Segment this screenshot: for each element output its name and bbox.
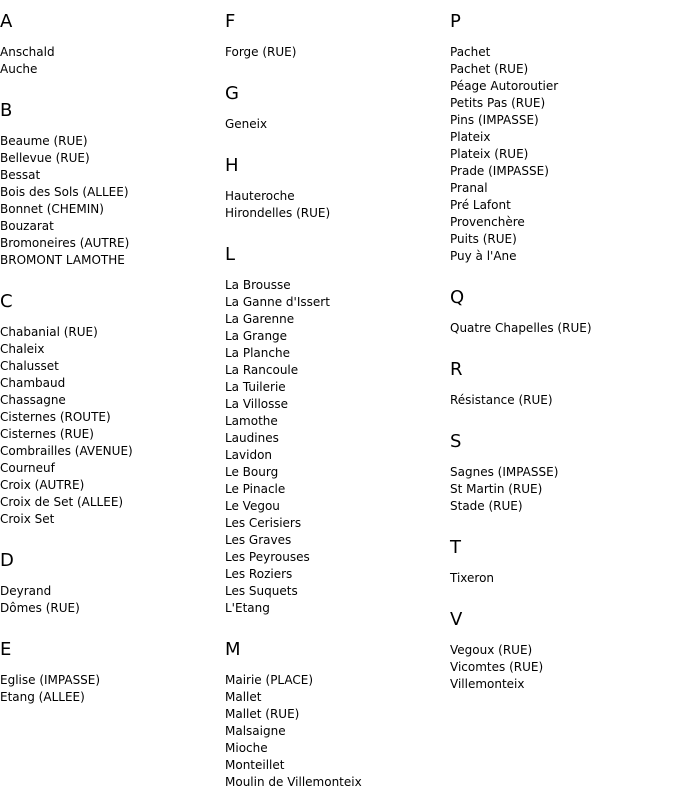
street-link[interactable]: Beaume (RUE) [0, 134, 88, 148]
street-link[interactable]: Eglise (IMPASSE) [0, 673, 101, 687]
letter-group [450, 536, 670, 587]
street-list [0, 672, 220, 706]
street-link[interactable]: Les Roziers [225, 567, 293, 581]
street-link[interactable]: Cisternes (ROUTE) [0, 410, 111, 424]
street-list [0, 44, 220, 78]
street-link[interactable]: Sagnes (IMPASSE) [450, 465, 559, 479]
letter-group [0, 638, 220, 706]
letter-heading: M [225, 639, 241, 660]
street-link[interactable]: Stade (RUE) [450, 499, 523, 513]
street-link[interactable]: Chassagne [0, 393, 66, 407]
letter-heading: E [0, 639, 12, 660]
street-link[interactable]: La Tuilerie [225, 380, 286, 394]
street-link[interactable]: Puy à l'Ane [450, 249, 517, 263]
street-index-column-3 [450, 10, 670, 714]
street-list [0, 133, 220, 269]
street-link[interactable]: Lavidon [225, 448, 273, 462]
street-index-column-2 [225, 10, 445, 812]
street-link[interactable]: Mallet (RUE) [225, 707, 300, 721]
street-link[interactable]: La Grange [225, 329, 288, 343]
street-link[interactable]: Hauteroche [225, 189, 295, 203]
street-link[interactable]: La Ganne d'Issert [225, 295, 330, 309]
letter-heading: H [225, 155, 239, 176]
street-link[interactable]: Croix Set [0, 512, 55, 526]
street-list [225, 672, 445, 791]
letter-group [225, 638, 445, 791]
street-link[interactable]: Etang (ALLEE) [0, 690, 85, 704]
street-link[interactable]: L'Etang [225, 601, 270, 615]
letter-heading: T [450, 537, 461, 558]
street-list [225, 116, 445, 133]
street-link[interactable]: La Rancoule [225, 363, 299, 377]
letter-group [450, 10, 670, 265]
letter-group [0, 99, 220, 269]
letter-group [450, 286, 670, 337]
street-link[interactable]: Deyrand [0, 584, 52, 598]
letter-heading: A [0, 11, 13, 32]
street-link[interactable]: Dômes (RUE) [0, 601, 80, 615]
street-link[interactable]: Laudines [225, 431, 279, 445]
letter-group [0, 10, 220, 78]
street-link[interactable]: La Brousse [225, 278, 291, 292]
street-list [450, 642, 670, 693]
street-link[interactable]: Le Vegou [225, 499, 280, 513]
street-link[interactable]: Plateix [450, 130, 491, 144]
street-link[interactable]: Quatre Chapelles (RUE) [450, 321, 592, 335]
street-link[interactable]: Chabanial (RUE) [0, 325, 98, 339]
street-list [225, 277, 445, 617]
street-link[interactable]: Les Peyrouses [225, 550, 310, 564]
street-link[interactable]: Bois des Sols (ALLEE) [0, 185, 129, 199]
street-link[interactable]: Vicomtes (RUE) [450, 660, 544, 674]
street-link[interactable]: Pins (IMPASSE) [450, 113, 539, 127]
street-link[interactable]: Prade (IMPASSE) [450, 164, 549, 178]
street-link[interactable]: Monteillet [225, 758, 285, 772]
letter-heading: L [225, 244, 236, 265]
letter-heading: Q [450, 287, 465, 308]
letter-group [225, 82, 445, 133]
street-link[interactable]: Chalusset [0, 359, 59, 373]
street-link[interactable]: Courneuf [0, 461, 55, 475]
street-link[interactable]: Pachet [450, 45, 491, 59]
street-link[interactable]: Les Graves [225, 533, 292, 547]
street-link[interactable]: La Garenne [225, 312, 295, 326]
street-link[interactable]: Moulin de Villemonteix [225, 775, 362, 789]
street-link[interactable]: Bouzarat [0, 219, 54, 233]
street-list [0, 324, 220, 528]
street-link[interactable]: Hirondelles (RUE) [225, 206, 331, 220]
street-link[interactable]: Croix (AUTRE) [0, 478, 85, 492]
letter-group [225, 243, 445, 617]
street-link[interactable]: Auche [0, 62, 38, 76]
letter-group [225, 10, 445, 61]
street-link[interactable]: Forge (RUE) [225, 45, 297, 59]
street-link[interactable]: Puits (RUE) [450, 232, 517, 246]
street-link[interactable]: Pranal [450, 181, 488, 195]
street-link[interactable]: Bromoneires (AUTRE) [0, 236, 130, 250]
letter-heading: V [450, 609, 463, 630]
letter-heading: S [450, 431, 462, 452]
street-link[interactable]: BROMONT LAMOTHE [0, 253, 125, 267]
street-link[interactable]: Mioche [225, 741, 268, 755]
street-link[interactable]: Villemonteix [450, 677, 525, 691]
street-link[interactable]: Geneix [225, 117, 268, 131]
street-list [225, 188, 445, 222]
letter-group [450, 358, 670, 409]
street-link[interactable]: Malsaigne [225, 724, 286, 738]
street-link[interactable]: Les Suquets [225, 584, 298, 598]
street-link[interactable]: Anschald [0, 45, 55, 59]
street-link[interactable]: Vegoux (RUE) [450, 643, 533, 657]
street-link[interactable]: Croix de Set (ALLEE) [0, 495, 124, 509]
letter-heading: F [225, 11, 236, 32]
street-link[interactable]: Tixeron [450, 571, 495, 585]
street-list [450, 44, 670, 265]
street-link[interactable]: Mairie (PLACE) [225, 673, 314, 687]
street-link[interactable]: St Martin (RUE) [450, 482, 543, 496]
street-link[interactable]: Mallet [225, 690, 262, 704]
street-list [225, 44, 445, 61]
street-link[interactable]: Pachet (RUE) [450, 62, 529, 76]
letter-group [0, 290, 220, 528]
street-link[interactable]: Provenchère [450, 215, 525, 229]
street-link[interactable]: Petits Pas (RUE) [450, 96, 546, 110]
street-link[interactable]: Combrailles (AVENUE) [0, 444, 133, 458]
letter-heading: D [0, 550, 14, 571]
letter-group [450, 608, 670, 693]
letter-heading: C [0, 291, 13, 312]
letter-group [0, 549, 220, 617]
street-link[interactable]: Chaleix [0, 342, 45, 356]
street-link[interactable]: La Planche [225, 346, 290, 360]
street-list [450, 570, 670, 587]
street-list [0, 583, 220, 617]
street-list [450, 464, 670, 515]
street-link[interactable]: Bessat [0, 168, 41, 182]
street-link[interactable]: Résistance (RUE) [450, 393, 553, 407]
letter-heading: R [450, 359, 463, 380]
letter-group [450, 430, 670, 515]
street-link[interactable]: Bonnet (CHEMIN) [0, 202, 104, 216]
street-link[interactable]: Le Pinacle [225, 482, 286, 496]
street-link[interactable]: La Villosse [225, 397, 289, 411]
street-index-column-1 [0, 10, 220, 727]
street-link[interactable]: Bellevue (RUE) [0, 151, 90, 165]
street-link[interactable]: Les Cerisiers [225, 516, 302, 530]
letter-heading: G [225, 83, 239, 104]
street-link[interactable]: Le Bourg [225, 465, 279, 479]
street-list [450, 320, 670, 337]
street-link[interactable]: Chambaud [0, 376, 66, 390]
street-link[interactable]: Cisternes (RUE) [0, 427, 94, 441]
street-link[interactable]: Pré Lafont [450, 198, 511, 212]
street-link[interactable]: Plateix (RUE) [450, 147, 529, 161]
street-link[interactable]: Péage Autoroutier [450, 79, 559, 93]
letter-group [225, 154, 445, 222]
letter-heading: P [450, 11, 461, 32]
street-link[interactable]: Lamothe [225, 414, 278, 428]
street-list [450, 392, 670, 409]
letter-heading: B [0, 100, 13, 121]
